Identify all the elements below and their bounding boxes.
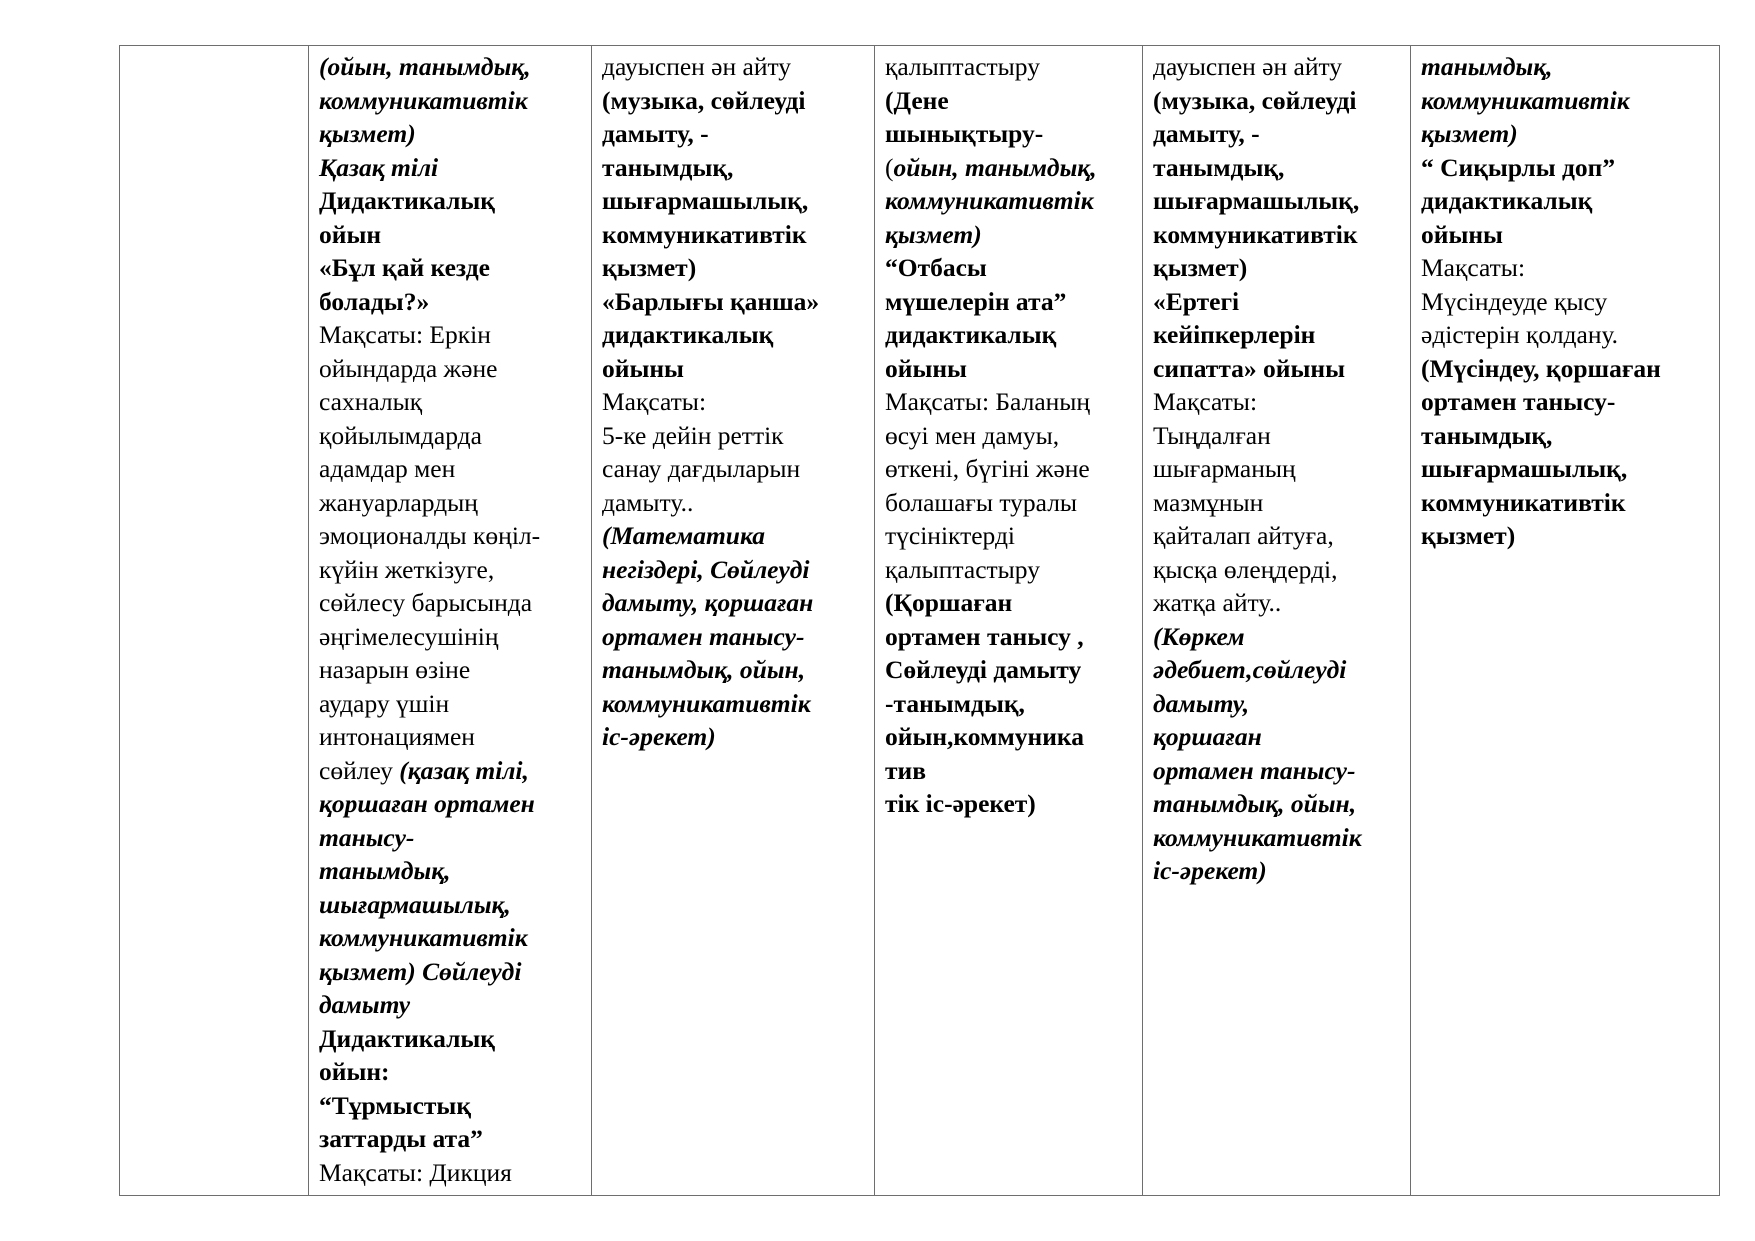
text-line bbox=[1153, 821, 1406, 855]
text-segment: ойыны bbox=[602, 353, 684, 383]
text-segment: ойын, танымдық, bbox=[327, 52, 531, 81]
text-segment: Тыңдалған bbox=[1153, 420, 1271, 450]
text-line bbox=[602, 251, 870, 285]
text-segment: қалыптастыру bbox=[885, 52, 1040, 81]
text-line bbox=[1153, 84, 1406, 118]
text-line bbox=[319, 1122, 587, 1156]
text-line bbox=[1421, 352, 1715, 386]
text-line bbox=[319, 84, 587, 118]
text-segment: қалыптастыру bbox=[885, 554, 1040, 584]
text-segment: әдебиет,сөйлеуді bbox=[1153, 655, 1347, 684]
text-line bbox=[602, 285, 870, 319]
text-segment: адамдар мен bbox=[319, 454, 456, 483]
text-segment: Дидактикалық bbox=[319, 186, 495, 215]
text-segment: аудару үшін bbox=[319, 688, 450, 718]
text-line bbox=[885, 687, 1138, 721]
text-segment: ойын,коммуника bbox=[885, 722, 1084, 751]
text-line bbox=[319, 586, 587, 620]
text-line bbox=[602, 553, 870, 587]
text-line bbox=[319, 720, 587, 754]
text-line bbox=[319, 519, 587, 553]
text-segment: коммуникативтік bbox=[1153, 219, 1358, 249]
text-line bbox=[319, 419, 587, 453]
text-line bbox=[1153, 285, 1406, 319]
text-line bbox=[602, 687, 870, 721]
text-segment: танымдық, ойын, bbox=[1153, 789, 1357, 818]
text-segment: тив bbox=[885, 755, 926, 785]
text-line bbox=[1421, 117, 1715, 151]
text-segment: шығармашылық, bbox=[1421, 454, 1628, 483]
text-line bbox=[602, 720, 870, 754]
text-segment: ойын: bbox=[319, 1057, 390, 1086]
lesson-plan-table bbox=[119, 45, 1720, 1196]
text-segment: қызмет) bbox=[1421, 521, 1516, 550]
text-line bbox=[319, 921, 587, 955]
text-segment: «Бұл қай кезде bbox=[319, 253, 490, 282]
text-segment: тік іс-әрекет) bbox=[885, 789, 1036, 818]
text-segment: танысу- bbox=[319, 822, 415, 852]
text-segment: шығармашылық, bbox=[602, 186, 809, 215]
text-line bbox=[602, 184, 870, 218]
text-segment: әңгімелесушінің bbox=[319, 621, 499, 651]
text-segment: (Мүсіндеу, қоршаған bbox=[1421, 353, 1661, 383]
text-segment: дидактикалық bbox=[1421, 186, 1593, 215]
text-line bbox=[602, 653, 870, 687]
text-line bbox=[885, 251, 1138, 285]
text-line bbox=[1153, 486, 1406, 520]
text-segment: әдістерін қолдану. bbox=[1421, 320, 1619, 349]
text-line bbox=[885, 452, 1138, 486]
table-row bbox=[120, 46, 1720, 1196]
text-segment: Мақсаты: bbox=[1421, 253, 1526, 282]
text-line bbox=[319, 452, 587, 486]
text-segment: санау дағдыларын bbox=[602, 454, 801, 483]
text-line bbox=[602, 519, 870, 553]
text-segment: қызмет) bbox=[602, 253, 697, 282]
text-segment: ортамен танысу- bbox=[602, 621, 805, 651]
text-line bbox=[602, 117, 870, 151]
text-line bbox=[319, 486, 587, 520]
text-line bbox=[1421, 50, 1715, 84]
table-cell bbox=[592, 46, 875, 1196]
text-segment: коммуникативтік bbox=[1421, 85, 1630, 115]
text-segment: заттарды ата” bbox=[319, 1124, 483, 1153]
text-line bbox=[885, 653, 1138, 687]
text-line bbox=[319, 385, 587, 419]
text-segment: дамыту bbox=[319, 990, 411, 1019]
text-line bbox=[1421, 419, 1715, 453]
text-segment: «Барлығы қанша» bbox=[602, 286, 820, 316]
text-segment: дидактикалық bbox=[602, 320, 774, 349]
text-line bbox=[1153, 620, 1406, 654]
text-line bbox=[1421, 318, 1715, 352]
text-line bbox=[1153, 218, 1406, 252]
text-segment: шығармашылық, bbox=[319, 889, 511, 919]
text-line bbox=[1153, 385, 1406, 419]
table-cell bbox=[1143, 46, 1411, 1196]
text-segment: коммуникативтік bbox=[319, 85, 528, 115]
text-segment: жатқа айту.. bbox=[1153, 588, 1282, 617]
text-segment: (Математика bbox=[602, 521, 766, 550]
text-segment: ортамен танысу- bbox=[1421, 387, 1616, 416]
text-segment: түсініктерді bbox=[885, 521, 1016, 550]
text-segment: сөйлеу bbox=[319, 755, 400, 785]
text-line bbox=[1153, 653, 1406, 687]
text-segment: танымдық, bbox=[1421, 52, 1553, 81]
text-segment: Сөйлеуді дамыту bbox=[885, 655, 1082, 684]
text-segment: қоршаған ортамен bbox=[319, 789, 535, 818]
text-line bbox=[319, 821, 587, 855]
text-segment: коммуникативтік bbox=[885, 186, 1094, 215]
text-line bbox=[885, 84, 1138, 118]
text-segment: болашағы туралы bbox=[885, 487, 1078, 517]
text-line bbox=[1153, 184, 1406, 218]
text-segment: қызмет) bbox=[1421, 119, 1518, 148]
text-segment: жануарлардың bbox=[319, 487, 478, 517]
text-segment: шығармашылық, bbox=[1153, 186, 1360, 215]
text-segment: дауыспен ән айту bbox=[602, 52, 792, 81]
text-line bbox=[319, 787, 587, 821]
text-line bbox=[319, 352, 587, 386]
table-cell bbox=[309, 46, 592, 1196]
text-segment: «Ертегі bbox=[1153, 286, 1240, 316]
text-segment: Мүсіндеуде қысу bbox=[1421, 286, 1608, 316]
text-segment: коммуникативтік bbox=[1153, 822, 1362, 852]
text-segment: ойын bbox=[319, 219, 382, 249]
text-segment: танымдық, bbox=[602, 152, 734, 182]
text-line bbox=[319, 687, 587, 721]
text-line bbox=[1153, 687, 1406, 721]
text-line bbox=[1153, 854, 1406, 888]
text-line bbox=[319, 1022, 587, 1056]
text-segment: іс-әрекет) bbox=[1153, 856, 1267, 885]
text-line bbox=[1153, 452, 1406, 486]
text-segment: 5-ке дейін реттік bbox=[602, 420, 784, 450]
text-segment: дамыту, қоршаған bbox=[602, 588, 814, 617]
text-line bbox=[602, 486, 870, 520]
text-segment: дидактикалық bbox=[885, 320, 1057, 349]
text-segment: коммуникативтік bbox=[602, 688, 811, 718]
text-line bbox=[319, 988, 587, 1022]
text-line bbox=[319, 854, 587, 888]
text-line bbox=[319, 553, 587, 587]
text-segment: дамыту, bbox=[1153, 688, 1250, 718]
text-segment: эмоционалды көңіл- bbox=[319, 521, 541, 550]
text-segment: (Қоршаған bbox=[885, 588, 1013, 617]
text-segment: ( bbox=[319, 52, 328, 81]
text-line bbox=[602, 452, 870, 486]
text-segment: Дидактикалық bbox=[319, 1023, 495, 1053]
text-segment: сипатта» ойыны bbox=[1153, 353, 1345, 383]
text-segment: сөйлесу барысында bbox=[319, 588, 533, 617]
text-line bbox=[602, 385, 870, 419]
text-segment: қызмет) Сөйлеуді bbox=[319, 956, 522, 986]
text-segment: Мақсаты: Дикция bbox=[319, 1157, 512, 1187]
text-line bbox=[319, 318, 587, 352]
text-segment: “Отбасы bbox=[885, 253, 987, 282]
text-segment: Мақсаты: bbox=[1153, 387, 1258, 416]
table-cell bbox=[120, 46, 309, 1196]
text-line bbox=[885, 385, 1138, 419]
text-line bbox=[885, 586, 1138, 620]
text-line bbox=[885, 117, 1138, 151]
text-segment: мазмұнын bbox=[1153, 487, 1264, 517]
text-segment: танымдық, bbox=[1421, 420, 1553, 450]
text-segment: дамыту.. bbox=[602, 487, 694, 517]
text-line bbox=[1421, 486, 1715, 520]
text-line bbox=[1153, 50, 1406, 84]
text-segment: Мақсаты: bbox=[602, 387, 707, 416]
text-line bbox=[885, 285, 1138, 319]
text-line bbox=[602, 84, 870, 118]
text-segment: Мақсаты: Баланың bbox=[885, 387, 1091, 416]
text-line bbox=[1421, 184, 1715, 218]
text-segment: ойыны bbox=[885, 353, 967, 383]
text-segment: болады?» bbox=[319, 286, 430, 316]
text-line bbox=[1153, 754, 1406, 788]
text-line bbox=[1421, 519, 1715, 553]
text-segment: (қазақ тілі, bbox=[399, 755, 529, 785]
text-segment: (Дене bbox=[885, 85, 949, 115]
text-line bbox=[319, 117, 587, 151]
text-segment: өткені, бүгіні және bbox=[885, 454, 1090, 483]
text-segment: танымдық, bbox=[1153, 152, 1285, 182]
text-segment: қысқа өлеңдерді, bbox=[1153, 554, 1338, 584]
text-line bbox=[319, 251, 587, 285]
text-segment: танымдық, ойын, bbox=[602, 655, 806, 684]
text-line bbox=[1421, 251, 1715, 285]
text-segment: қайталап айтуға, bbox=[1153, 521, 1334, 550]
text-segment: Қазақ тілі bbox=[319, 152, 439, 182]
text-line bbox=[885, 720, 1138, 754]
text-line bbox=[319, 285, 587, 319]
text-line bbox=[885, 50, 1138, 84]
text-segment: ойындарда және bbox=[319, 353, 498, 383]
text-segment: дауыспен ән айту bbox=[1153, 52, 1343, 81]
text-segment: күйін жеткізуге, bbox=[319, 554, 495, 584]
text-segment: қызмет) bbox=[319, 119, 416, 148]
text-line bbox=[885, 318, 1138, 352]
text-line bbox=[885, 419, 1138, 453]
text-line bbox=[1153, 117, 1406, 151]
text-line bbox=[1421, 218, 1715, 252]
text-line bbox=[1153, 586, 1406, 620]
text-segment: интонациямен bbox=[319, 722, 475, 751]
text-segment: қойылымдарда bbox=[319, 420, 482, 450]
text-line bbox=[1153, 251, 1406, 285]
text-line bbox=[602, 419, 870, 453]
text-segment: дамыту, - bbox=[1153, 119, 1260, 148]
text-line bbox=[1153, 787, 1406, 821]
text-segment: “Тұрмыстық bbox=[319, 1090, 472, 1120]
text-line bbox=[1153, 352, 1406, 386]
text-segment: қызмет) bbox=[885, 219, 982, 249]
text-line bbox=[319, 184, 587, 218]
text-line bbox=[1153, 519, 1406, 553]
text-line bbox=[319, 50, 587, 84]
text-line bbox=[602, 151, 870, 185]
text-line bbox=[1421, 385, 1715, 419]
text-segment: (Көркем bbox=[1153, 621, 1245, 651]
text-line bbox=[885, 151, 1138, 185]
text-segment: шынықтыру- bbox=[885, 119, 1044, 148]
text-segment: негіздері, Сөйлеуді bbox=[602, 554, 810, 584]
text-segment: дамыту, - bbox=[602, 119, 709, 148]
text-line bbox=[885, 352, 1138, 386]
text-line bbox=[319, 1156, 587, 1190]
text-line bbox=[1421, 151, 1715, 185]
text-segment: қоршаған bbox=[1153, 722, 1262, 751]
text-segment: шығарманың bbox=[1153, 454, 1296, 483]
text-line bbox=[885, 519, 1138, 553]
text-line bbox=[1153, 720, 1406, 754]
text-line bbox=[885, 184, 1138, 218]
text-line bbox=[602, 352, 870, 386]
text-segment: кейіпкерлерін bbox=[1153, 320, 1316, 349]
table-cell bbox=[1411, 46, 1720, 1196]
text-segment: ойыны bbox=[1421, 219, 1503, 249]
text-segment: коммуникативтік bbox=[319, 923, 528, 952]
text-line bbox=[602, 50, 870, 84]
text-line bbox=[1153, 419, 1406, 453]
text-segment: ойын, танымдық, bbox=[893, 152, 1097, 182]
text-line bbox=[319, 754, 587, 788]
text-line bbox=[885, 787, 1138, 821]
text-segment: сахналық bbox=[319, 387, 423, 416]
text-line bbox=[1153, 553, 1406, 587]
text-line bbox=[1153, 151, 1406, 185]
text-segment: “ Сиқырлы доп” bbox=[1421, 152, 1616, 182]
text-line bbox=[319, 218, 587, 252]
text-line bbox=[885, 553, 1138, 587]
text-segment: (музыка, сөйлеуді bbox=[1153, 85, 1357, 115]
text-line bbox=[1421, 84, 1715, 118]
text-line bbox=[319, 955, 587, 989]
text-segment: ортамен танысу- bbox=[1153, 755, 1356, 785]
text-line bbox=[319, 151, 587, 185]
text-segment: назарын өзіне bbox=[319, 655, 471, 684]
text-segment: (музыка, сөйлеуді bbox=[602, 85, 806, 115]
text-segment: коммуникативтік bbox=[602, 219, 807, 249]
text-segment: іс-әрекет) bbox=[602, 722, 716, 751]
text-line bbox=[319, 1089, 587, 1123]
text-line bbox=[885, 754, 1138, 788]
text-line bbox=[1153, 318, 1406, 352]
text-segment: танымдық, bbox=[319, 856, 451, 885]
text-segment: Мақсаты: Еркін bbox=[319, 320, 491, 349]
text-segment: коммуникативтік bbox=[1421, 487, 1626, 517]
text-line bbox=[885, 620, 1138, 654]
text-segment: ( bbox=[885, 152, 894, 182]
text-segment: мүшелерін ата” bbox=[885, 286, 1067, 316]
text-segment: қызмет) bbox=[1153, 253, 1248, 282]
text-segment: -танымдық, bbox=[885, 688, 1025, 718]
text-line bbox=[885, 218, 1138, 252]
text-line bbox=[319, 653, 587, 687]
text-segment: өсуі мен дамуы, bbox=[885, 420, 1060, 450]
text-line bbox=[1421, 452, 1715, 486]
table-cell bbox=[875, 46, 1143, 1196]
text-line bbox=[319, 620, 587, 654]
text-line bbox=[602, 218, 870, 252]
text-line bbox=[1421, 285, 1715, 319]
text-segment: ортамен танысу , bbox=[885, 621, 1084, 651]
text-line bbox=[602, 586, 870, 620]
text-line bbox=[602, 318, 870, 352]
text-line bbox=[319, 888, 587, 922]
text-line bbox=[319, 1055, 587, 1089]
text-line bbox=[885, 486, 1138, 520]
text-line bbox=[602, 620, 870, 654]
